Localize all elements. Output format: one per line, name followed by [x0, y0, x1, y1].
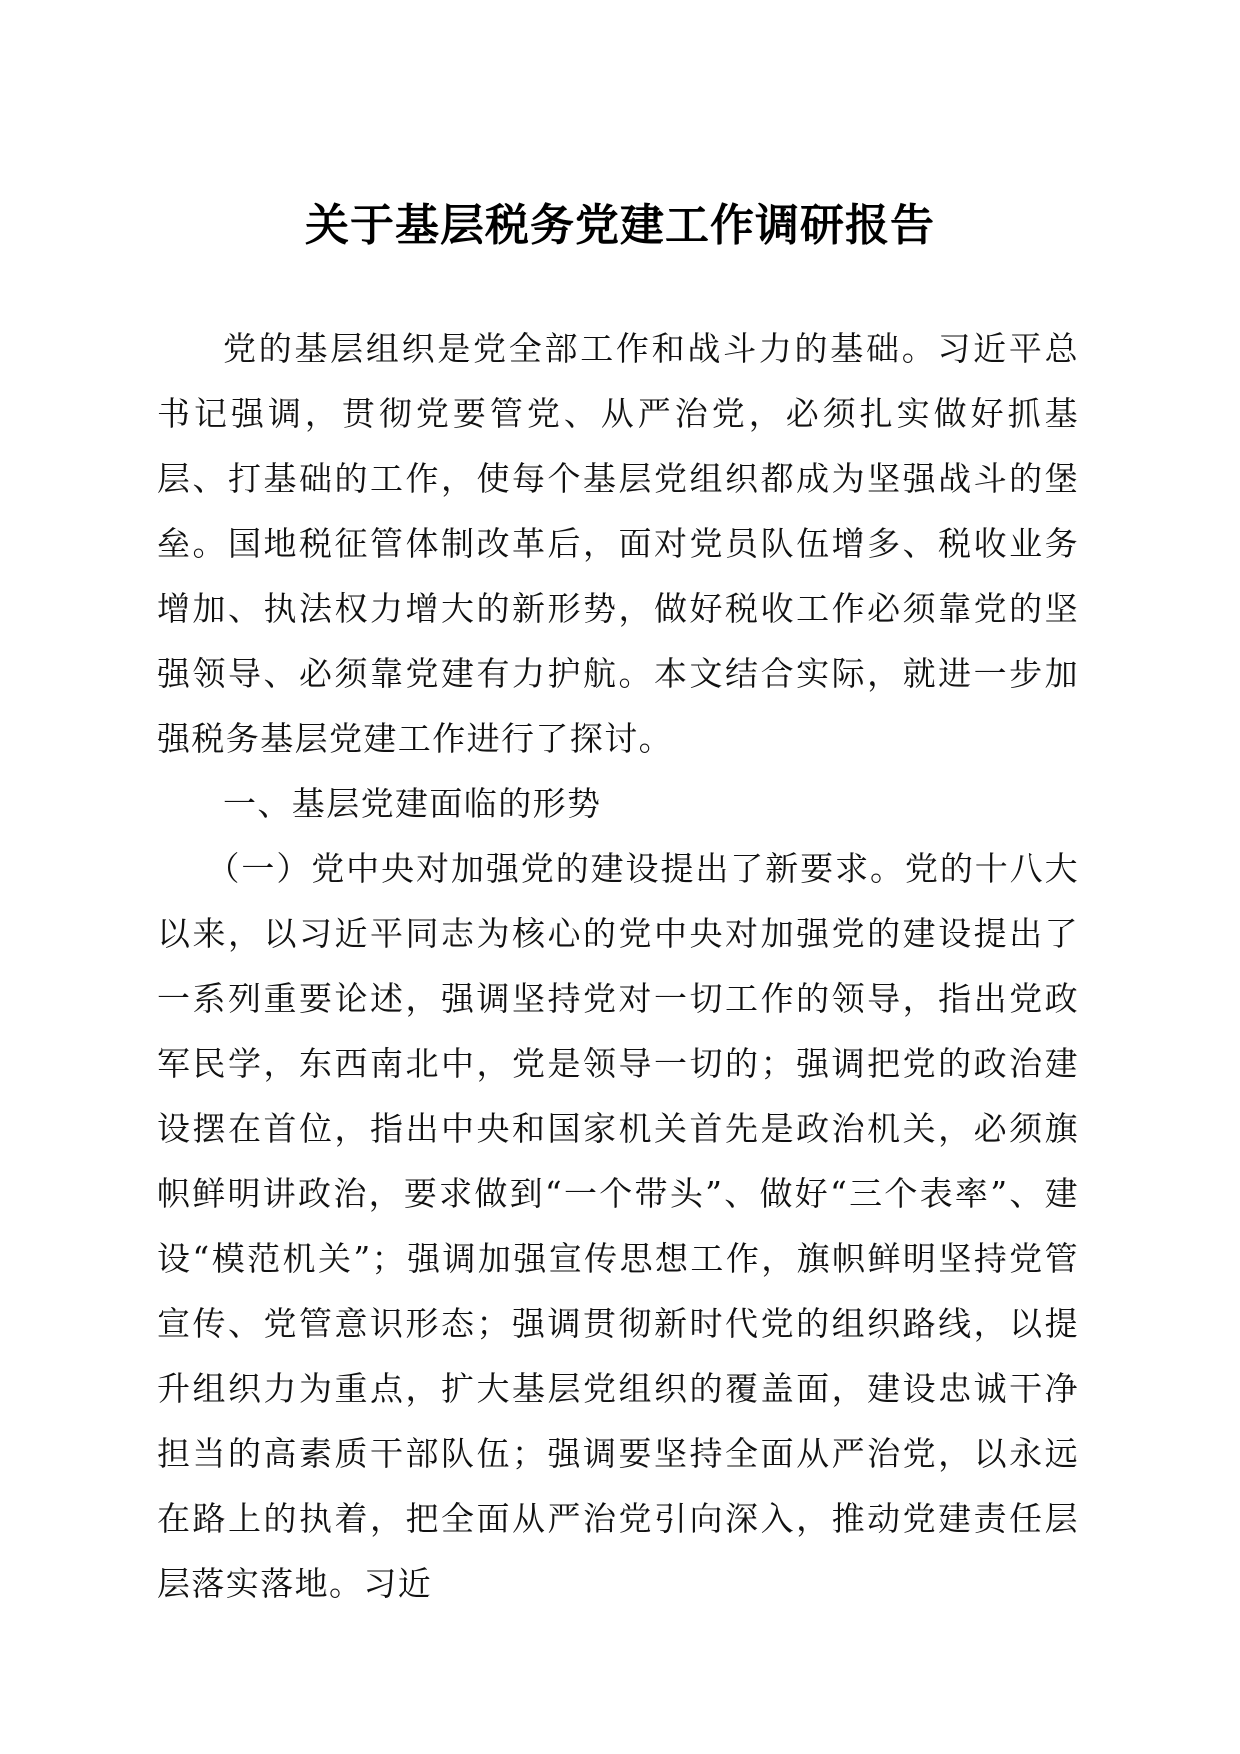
intro-paragraph: 党的基层组织是党全部工作和战斗力的基础。习近平总书记强调，贯彻党要管党、从严治党，必须扎实做好抓基层、打基础的工作，使每个基层党组织都成为坚强战斗的堡垒。国地税征管体制改革后，面对党员队伍增多、税收业务增加、执法权力增大的新形势，做好税收工作必须靠党的坚强领导、必须靠党建有力护航。本文结合实际，就进一步加强税务基层党建工作进行了探讨。 — [157, 329, 1079, 758]
document-body — [157, 316, 1079, 1616]
subsection-paragraph: （一）党中央对加强党的建设提出了新要求。党的十八大以来，以习近平同志为核心的党中央对加强党的建设提出了一系列重要论述，强调坚持党对一切工作的领导，指出党政军民学，东西南北中，党是领导一切的；强调把党的政治建设摆在首位，指出中央和国家机关首先是政治机关，必须旗帜鲜明讲政治，要求做到“一个带头”、做好“三个表率”、建设“模范机关”；强调加强宣传思想工作，旗帜鲜明坚持党管宣传、党管意识形态；强调贯彻新时代党的组织路线，以提升组织力为重点，扩大基层党组织的覆盖面，建设忠诚干净担当的高素质干部队伍；强调要坚持全面从严治党，以永远在路上的执着，把全面从严治党引向深入，推动党建责任层层落实落地。习近 — [157, 849, 1079, 1603]
section-heading: 一、基层党建面临的形势 — [223, 784, 602, 823]
document-title: 关于基层税务党建工作调研报告 — [305, 200, 935, 251]
